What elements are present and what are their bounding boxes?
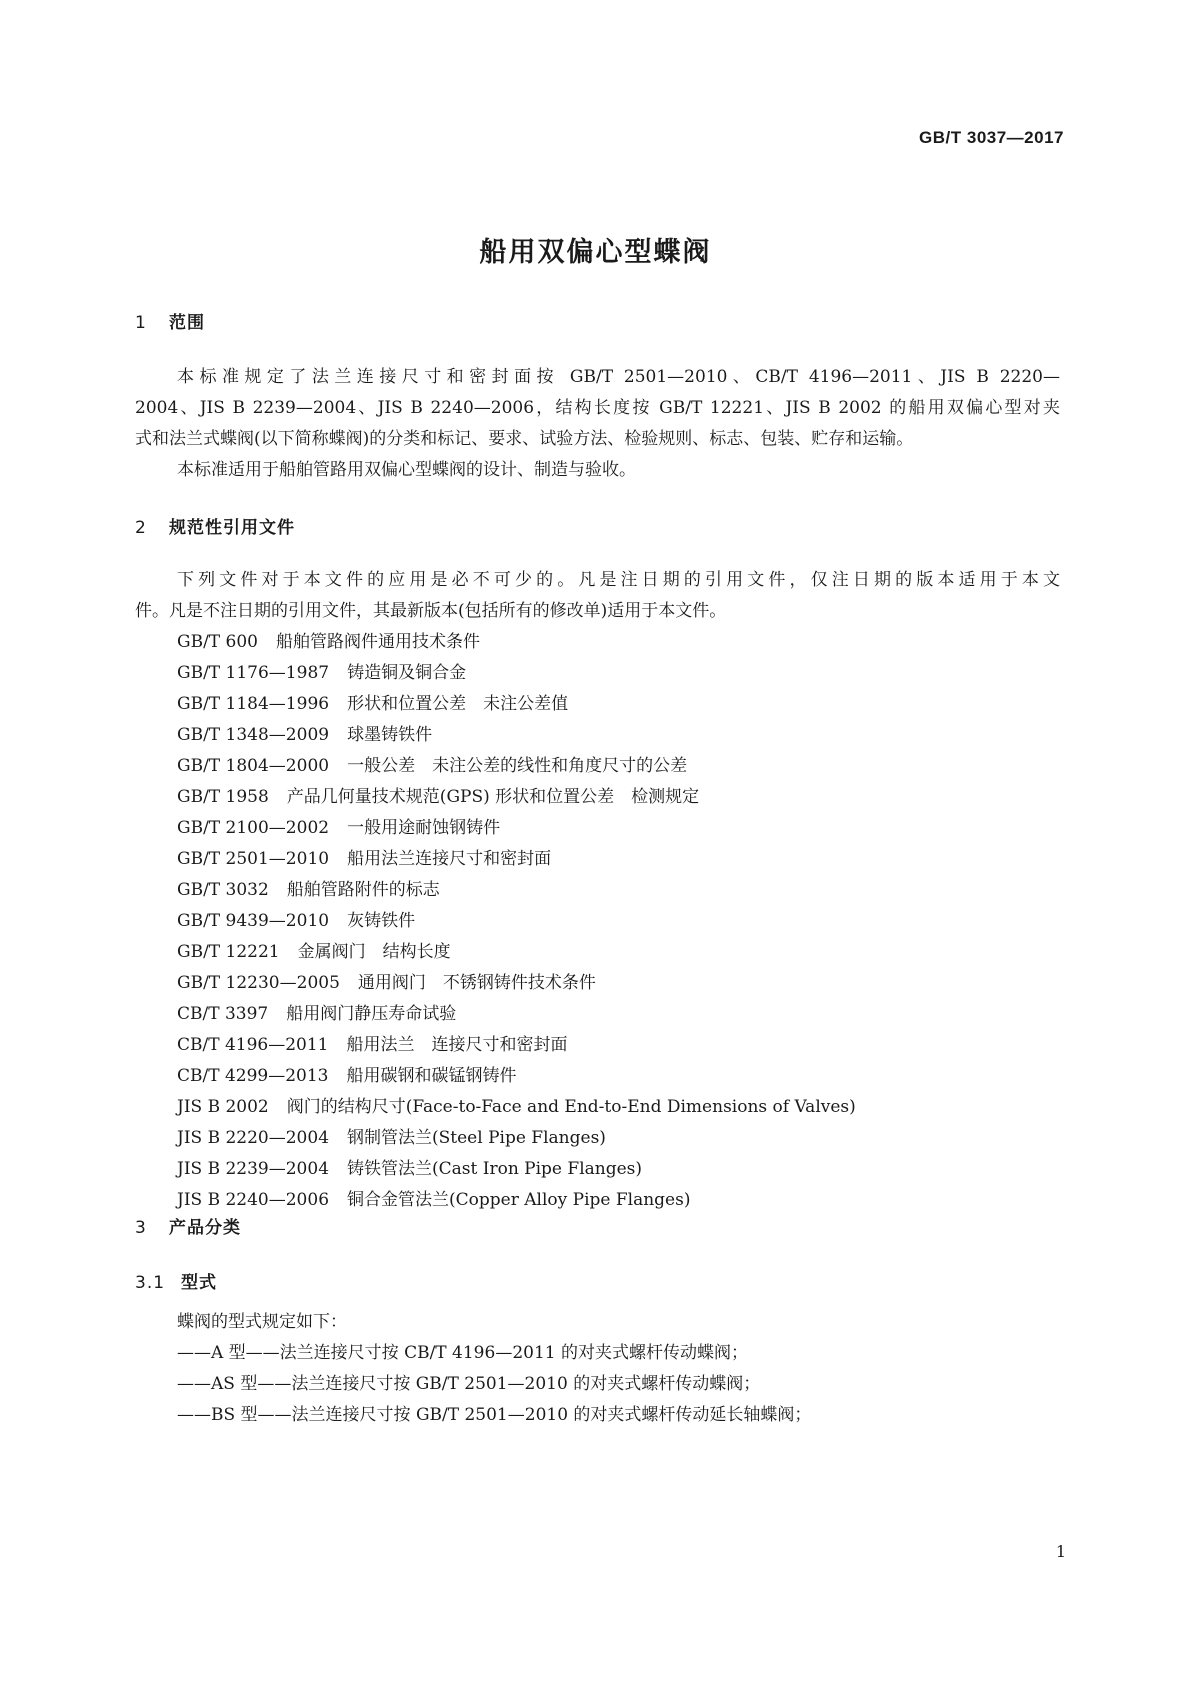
reference-title: 一般用途耐蚀钢铸件: [347, 818, 501, 838]
reference-code: GB/T 9439—2010: [177, 911, 330, 931]
reference-code: GB/T 1958: [177, 787, 269, 807]
reference-item: [135, 658, 1060, 689]
section-title: 产品分类: [169, 1218, 241, 1238]
reference-code: CB/T 4299—2013: [177, 1066, 329, 1086]
reference-item: [135, 1092, 1060, 1123]
reference-code: GB/T 3032: [177, 880, 269, 900]
reference-item: [135, 1185, 1060, 1216]
paragraph-line: 下列文件对于本文件的应用是必不可少的。凡是注日期的引用文件，仅注日期的版本适用于本文: [177, 570, 1060, 590]
reference-code: JIS B 2002: [177, 1097, 269, 1117]
section-title: 范围: [169, 313, 205, 333]
paragraph-line: 2004、JIS B 2239—2004、JIS B 2240—2006，结构长度按 GB/T 12221、JIS B 2002 的船用双偏心型对夹: [135, 398, 1060, 418]
reference-title: 铜合金管法兰(Copper Alloy Pipe Flanges): [347, 1190, 691, 1210]
reference-item: [135, 1030, 1060, 1061]
standard-number: GB/T 3037—2017: [919, 128, 1064, 147]
reference-title: 船用法兰 连接尺寸和密封面: [346, 1035, 568, 1055]
section-number: 2: [135, 518, 147, 538]
reference-item: [135, 1154, 1060, 1185]
section-3-heading: [135, 1213, 241, 1238]
reference-title: 金属阀门 结构长度: [297, 942, 451, 962]
reference-item: [135, 875, 1060, 906]
type-list-item: ——AS 型——法兰连接尺寸按 GB/T 2501—2010 的对夹式螺杆传动蝶阀；: [177, 1374, 761, 1394]
reference-item: [135, 1123, 1060, 1154]
reference-code: GB/T 12221: [177, 942, 280, 962]
reference-code: CB/T 3397: [177, 1004, 269, 1024]
reference-title: 通用阀门 不锈钢铸件技术条件: [357, 973, 596, 993]
reference-code: GB/T 1804—2000: [177, 756, 330, 776]
reference-item: [135, 844, 1060, 875]
reference-item: [135, 751, 1060, 782]
paragraph-line: 本标准规定了法兰连接尺寸和密封面按 GB/T 2501—2010、CB/T 4196—2011、JIS B 2220—: [177, 367, 1060, 387]
reference-list: [135, 627, 1060, 1216]
reference-code: GB/T 12230—2005: [177, 973, 340, 993]
reference-title: 形状和位置公差 未注公差值: [347, 694, 569, 714]
section-2-body: [135, 565, 1060, 1216]
reference-title: 一般公差 未注公差的线性和角度尺寸的公差: [347, 756, 688, 776]
reference-code: GB/T 1348—2009: [177, 725, 330, 745]
paragraph-line: 件。凡是不注日期的引用文件，其最新版本(包括所有的修改单)适用于本文件。: [135, 601, 727, 621]
reference-code: JIS B 2240—2006: [177, 1190, 330, 1210]
reference-title: 灰铸铁件: [347, 911, 416, 931]
reference-code: GB/T 2501—2010: [177, 849, 330, 869]
reference-code: CB/T 4196—2011: [177, 1035, 329, 1055]
reference-title: 钢制管法兰(Steel Pipe Flanges): [347, 1128, 606, 1148]
reference-title: 船舶管路阀件通用技术条件: [276, 632, 480, 652]
section-2-heading: [135, 513, 295, 538]
paragraph-line: 本标准适用于船舶管路用双偏心型蝶阀的设计、制造与验收。: [177, 460, 636, 480]
reference-item: [135, 689, 1060, 720]
reference-code: GB/T 2100—2002: [177, 818, 330, 838]
reference-item: [135, 627, 1060, 658]
reference-code: GB/T 1184—1996: [177, 694, 330, 714]
reference-item: [135, 999, 1060, 1030]
subsection-3-1-heading: [135, 1268, 217, 1293]
subsection-number: 3.1: [135, 1273, 166, 1293]
document-title: 船用双偏心型蝶阀: [479, 237, 712, 268]
section-1-body: [135, 362, 1060, 486]
subsection-3-1-body: [135, 1307, 1060, 1431]
reference-title: 船用阀门静压寿命试验: [286, 1004, 457, 1024]
reference-item: [135, 906, 1060, 937]
page-number: 1: [1055, 1542, 1066, 1561]
reference-item: [135, 720, 1060, 751]
subsection-title: 型式: [181, 1273, 217, 1293]
reference-title: 船舶管路附件的标志: [286, 880, 440, 900]
reference-code: JIS B 2220—2004: [177, 1128, 330, 1148]
section-title: 规范性引用文件: [169, 518, 295, 538]
reference-code: JIS B 2239—2004: [177, 1159, 330, 1179]
paragraph-line: 蝶阀的型式规定如下：: [177, 1312, 347, 1332]
paragraph-line: 式和法兰式蝶阀(以下简称蝶阀)的分类和标记、要求、试验方法、检验规则、标志、包装、贮存和运输。: [135, 429, 914, 449]
reference-title: 球墨铸铁件: [347, 725, 433, 745]
reference-title: 产品几何量技术规范(GPS) 形状和位置公差 检测规定: [286, 787, 700, 807]
section-number: 3: [135, 1218, 147, 1238]
type-list-item: ——BS 型——法兰连接尺寸按 GB/T 2501—2010 的对夹式螺杆传动延长轴蝶阀；: [177, 1405, 812, 1425]
reference-title: 船用碳钢和碳锰钢铸件: [346, 1066, 517, 1086]
section-1-heading: [135, 308, 205, 333]
reference-item: [135, 968, 1060, 999]
reference-title: 阀门的结构尺寸(Face-to-Face and End-to-End Dimensions of Valves): [286, 1097, 856, 1117]
reference-item: [135, 813, 1060, 844]
reference-item: [135, 782, 1060, 813]
section-number: 1: [135, 313, 147, 333]
reference-code: GB/T 1176—1987: [177, 663, 330, 683]
reference-item: [135, 1061, 1060, 1092]
reference-title: 铸铁管法兰(Cast Iron Pipe Flanges): [347, 1159, 643, 1179]
reference-item: [135, 937, 1060, 968]
reference-title: 铸造铜及铜合金: [347, 663, 467, 683]
type-list-item: ——A 型——法兰连接尺寸按 CB/T 4196—2011 的对夹式螺杆传动蝶阀；: [177, 1343, 748, 1363]
reference-code: GB/T 600: [177, 632, 258, 652]
reference-title: 船用法兰连接尺寸和密封面: [347, 849, 552, 869]
